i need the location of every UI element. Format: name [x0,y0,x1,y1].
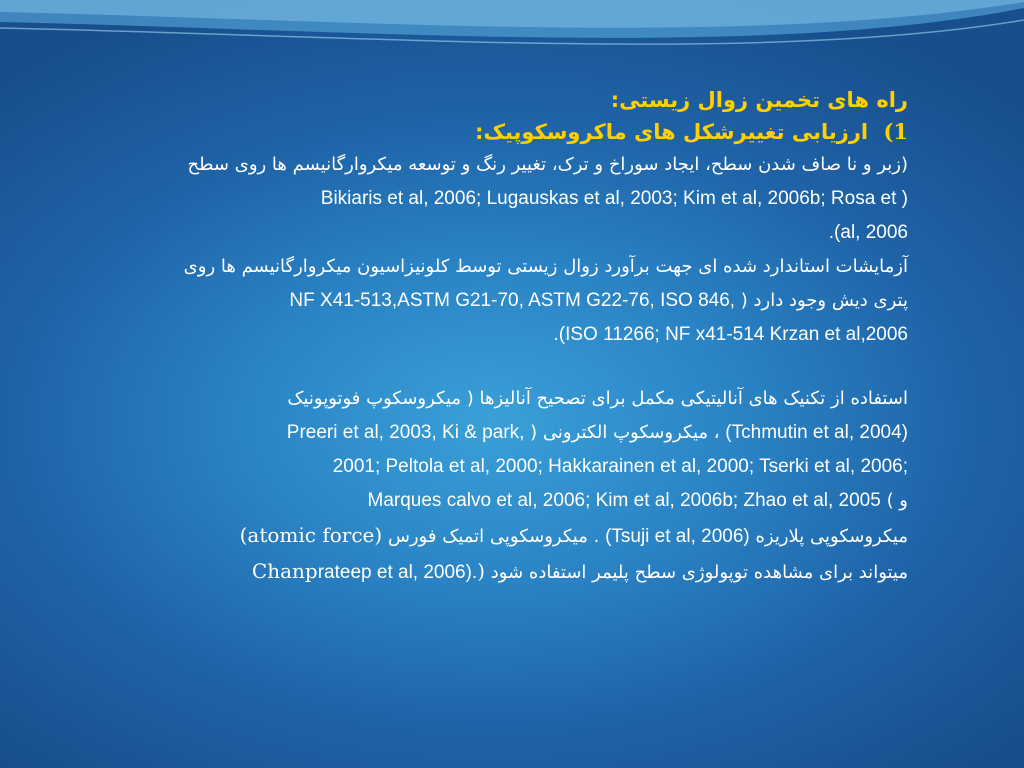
paragraph-2-line2 [80,284,908,318]
paragraph-2-refs-b: .(ISO 11266; NF x41-514 Krzan et al,2006 [553,324,908,345]
paragraph-3-line1: استفاده از تکنیک های آنالیتیکی مکمل برای تصحیح آنالیزها ( میکروسکوپ فوتوپونیک [287,388,908,409]
slide-content [80,84,908,590]
header-swoosh [0,0,1024,70]
paragraph-3-line4 [80,484,908,518]
slide-title: راه های تخمین زوال زیستی: [610,88,908,112]
paragraph-3-text-5a: میکروسکوپی پلاریزه [755,526,908,547]
paragraph-2-fa2: پتری دیش وجود دارد ( [740,290,908,311]
subtitle-number: 1) [883,119,908,144]
paragraph-3-text-4b: و ) [886,490,908,511]
paragraph-2-line3 [80,318,908,352]
paragraph-2-text: آزمایشات استاندارد شده ای جهت برآورد زوال زیستی توسط کلونیزاسیون میکروارگانیسم ها روی [183,256,908,277]
paragraph-1-refs-end [80,216,908,250]
subtitle-text: ارزیابی تغییرشکل های ماکروسکوپیک: [475,120,869,144]
paragraph-3-line5 [80,518,908,554]
paragraph-1-refs-a: Bikiaris et al, 2006; Lugauskas et al, 2003; Kim et al, 2006b; Rosa et ) [320,188,908,209]
paragraph-3-line3 [80,450,908,484]
paragraph-1-text: (زبر و نا صاف شدن سطح، ایجاد سوراخ و ترک، تغییر رنگ و توسعه میکروارگانیسم ها روی سطح [187,154,908,175]
paragraph-gap [80,352,908,382]
paragraph-3-ref-5d: (atomic force) [239,523,383,547]
paragraph-3-ref-c: Preeri et al, 2003, Ki & park, [286,422,525,443]
paragraph-1-refs-b: .(al, 2006 [828,222,908,243]
paragraph-3-text-6a: میتواند برای مشاهده توپولوژی سطح پلیمر استفاده شود [490,562,908,583]
paragraph-1-refs [80,182,908,216]
paragraph-3-refs-3: 2001; Peltola et al, 2000; Hakkarainen et al, 2000; Tserki et al, 2006; [332,456,908,477]
paragraph-3-ref-a: (Tchmutin et al, 2004) [725,422,908,443]
paragraph-3-text-5c: . میکروسکوپی اتمیک فورس [387,526,600,547]
paragraph-3-refs-4: Marques calvo et al, 2006; Kim et al, 2006b; Zhao et al, 2005 [367,490,881,511]
paragraph-3-ref-6c: rateep et al, 2006). [317,562,478,583]
paragraph-3-line2 [80,416,908,450]
slide-subtitle [80,116,908,148]
paragraph-3-line6 [80,554,908,590]
paragraph-3-ref-6b: (Chanp [251,559,486,583]
paragraph-3-text-b: ، میکروسکوپ الکترونی ( [530,422,720,443]
paragraph-3-ref-5b: (Tsuji et al, 2006) [605,526,750,547]
paragraph-2-refs-a: NF X41-513,ASTM G21-70, ASTM G22-76, ISO 846, [289,290,736,311]
